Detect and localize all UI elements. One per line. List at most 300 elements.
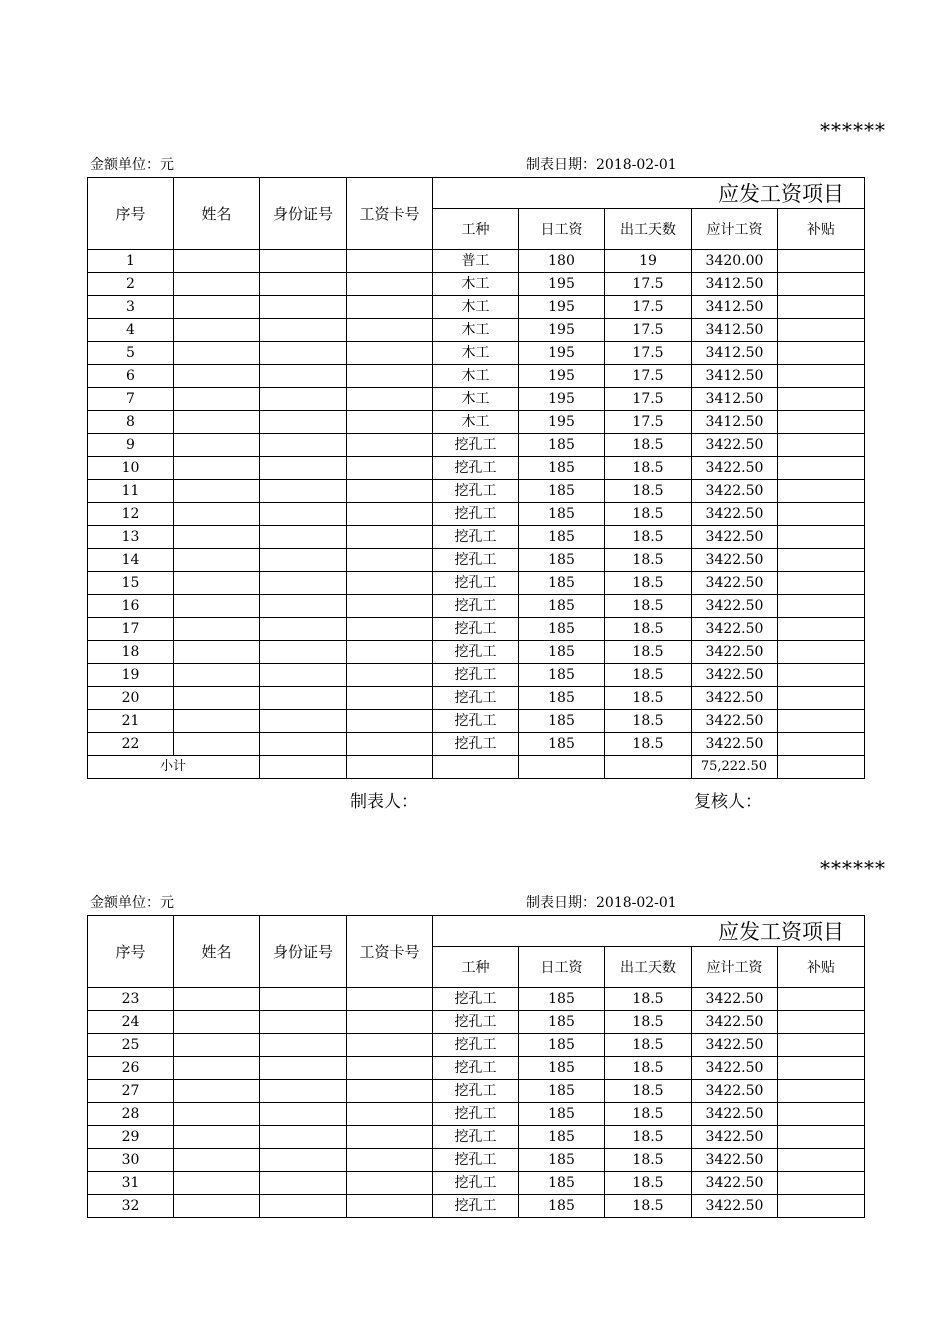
payable-cell: 3422.50 bbox=[692, 664, 778, 687]
table-row bbox=[88, 296, 865, 319]
payable-cell: 3422.50 bbox=[692, 526, 778, 549]
job-cell: 木工 bbox=[433, 319, 519, 342]
amount-unit-label-2: 金额单位：元 bbox=[90, 895, 174, 911]
table-row bbox=[88, 250, 865, 273]
name-cell bbox=[174, 296, 260, 319]
subsidy-cell bbox=[778, 480, 865, 503]
payable-cell: 3420.00 bbox=[692, 250, 778, 273]
subsidy-cell bbox=[778, 1011, 865, 1034]
subtotal-empty-cell bbox=[433, 756, 519, 779]
subtotal-empty-cell bbox=[778, 756, 865, 779]
days-cell: 18.5 bbox=[605, 1126, 692, 1149]
job-cell: 挖孔工 bbox=[433, 988, 519, 1011]
name-cell bbox=[174, 549, 260, 572]
bank-card-cell bbox=[347, 1057, 433, 1080]
seq-cell: 3 bbox=[88, 296, 174, 319]
name-cell bbox=[174, 1034, 260, 1057]
subsidy-cell bbox=[778, 1080, 865, 1103]
name-cell bbox=[174, 503, 260, 526]
daily-wage-cell: 185 bbox=[519, 503, 605, 526]
id-card-cell bbox=[260, 526, 347, 549]
bank-card-cell bbox=[347, 250, 433, 273]
payable-cell: 3422.50 bbox=[692, 733, 778, 756]
reviewer-label: 复核人： bbox=[694, 792, 762, 812]
days-cell: 18.5 bbox=[605, 480, 692, 503]
days-cell: 18.5 bbox=[605, 526, 692, 549]
bank-card-cell bbox=[347, 618, 433, 641]
stars-mark-2: ****** bbox=[820, 856, 886, 880]
id-card-cell bbox=[260, 1126, 347, 1149]
payable-cell: 3412.50 bbox=[692, 319, 778, 342]
seq-cell: 28 bbox=[88, 1103, 174, 1126]
subsidy-cell bbox=[778, 365, 865, 388]
id-card-cell bbox=[260, 273, 347, 296]
bank-card-cell bbox=[347, 1126, 433, 1149]
id-card-cell bbox=[260, 1149, 347, 1172]
header-id-card: 身份证号 bbox=[260, 916, 347, 988]
payable-cell: 3422.50 bbox=[692, 988, 778, 1011]
id-card-cell bbox=[260, 296, 347, 319]
daily-wage-cell: 185 bbox=[519, 1011, 605, 1034]
id-card-cell bbox=[260, 503, 347, 526]
bank-card-cell bbox=[347, 1149, 433, 1172]
daily-wage-cell: 185 bbox=[519, 1034, 605, 1057]
table-row bbox=[88, 434, 865, 457]
days-cell: 17.5 bbox=[605, 342, 692, 365]
daily-wage-cell: 185 bbox=[519, 1103, 605, 1126]
header-daily-wage: 日工资 bbox=[519, 947, 605, 988]
id-card-cell bbox=[260, 733, 347, 756]
id-card-cell bbox=[260, 1103, 347, 1126]
subsidy-cell bbox=[778, 1057, 865, 1080]
days-cell: 18.5 bbox=[605, 710, 692, 733]
table-row bbox=[88, 572, 865, 595]
payable-cell: 3422.50 bbox=[692, 1172, 778, 1195]
payable-cell: 3412.50 bbox=[692, 296, 778, 319]
subsidy-cell bbox=[778, 503, 865, 526]
id-card-cell bbox=[260, 595, 347, 618]
job-cell: 挖孔工 bbox=[433, 572, 519, 595]
header-name: 姓名 bbox=[174, 916, 260, 988]
id-card-cell bbox=[260, 1172, 347, 1195]
header-days: 出工天数 bbox=[605, 947, 692, 988]
table-row bbox=[88, 526, 865, 549]
bank-card-cell bbox=[347, 641, 433, 664]
id-card-cell bbox=[260, 618, 347, 641]
bank-card-cell bbox=[347, 572, 433, 595]
job-cell: 木工 bbox=[433, 296, 519, 319]
name-cell bbox=[174, 1080, 260, 1103]
job-cell: 挖孔工 bbox=[433, 664, 519, 687]
header-days: 出工天数 bbox=[605, 209, 692, 250]
days-cell: 18.5 bbox=[605, 572, 692, 595]
seq-cell: 5 bbox=[88, 342, 174, 365]
name-cell bbox=[174, 273, 260, 296]
daily-wage-cell: 195 bbox=[519, 319, 605, 342]
daily-wage-cell: 185 bbox=[519, 641, 605, 664]
seq-cell: 7 bbox=[88, 388, 174, 411]
bank-card-cell bbox=[347, 411, 433, 434]
id-card-cell bbox=[260, 641, 347, 664]
subsidy-cell bbox=[778, 595, 865, 618]
header-id-card: 身份证号 bbox=[260, 178, 347, 250]
seq-cell: 4 bbox=[88, 319, 174, 342]
table-row bbox=[88, 411, 865, 434]
job-cell: 挖孔工 bbox=[433, 687, 519, 710]
table-row bbox=[88, 503, 865, 526]
payable-cell: 3412.50 bbox=[692, 273, 778, 296]
bank-card-cell bbox=[347, 388, 433, 411]
seq-cell: 19 bbox=[88, 664, 174, 687]
days-cell: 17.5 bbox=[605, 319, 692, 342]
days-cell: 18.5 bbox=[605, 1080, 692, 1103]
table-row bbox=[88, 641, 865, 664]
payable-cell: 3422.50 bbox=[692, 687, 778, 710]
subsidy-cell bbox=[778, 1103, 865, 1126]
job-cell: 挖孔工 bbox=[433, 434, 519, 457]
report-date-label-2: 制表日期：2018-02-01 bbox=[526, 895, 677, 911]
name-cell bbox=[174, 434, 260, 457]
id-card-cell bbox=[260, 687, 347, 710]
name-cell bbox=[174, 641, 260, 664]
payable-cell: 3422.50 bbox=[692, 618, 778, 641]
daily-wage-cell: 185 bbox=[519, 480, 605, 503]
seq-cell: 16 bbox=[88, 595, 174, 618]
bank-card-cell bbox=[347, 365, 433, 388]
seq-cell: 6 bbox=[88, 365, 174, 388]
table-row bbox=[88, 1080, 865, 1103]
subsidy-cell bbox=[778, 549, 865, 572]
seq-cell: 1 bbox=[88, 250, 174, 273]
payable-cell: 3412.50 bbox=[692, 411, 778, 434]
id-card-cell bbox=[260, 1080, 347, 1103]
id-card-cell bbox=[260, 710, 347, 733]
seq-cell: 23 bbox=[88, 988, 174, 1011]
name-cell bbox=[174, 595, 260, 618]
name-cell bbox=[174, 1195, 260, 1218]
subsidy-cell bbox=[778, 273, 865, 296]
job-cell: 挖孔工 bbox=[433, 457, 519, 480]
payable-cell: 3422.50 bbox=[692, 1057, 778, 1080]
subsidy-cell bbox=[778, 1172, 865, 1195]
job-cell: 普工 bbox=[433, 250, 519, 273]
job-cell: 木工 bbox=[433, 388, 519, 411]
days-cell: 18.5 bbox=[605, 595, 692, 618]
bank-card-cell bbox=[347, 296, 433, 319]
job-cell: 挖孔工 bbox=[433, 1034, 519, 1057]
name-cell bbox=[174, 618, 260, 641]
subsidy-cell bbox=[778, 1034, 865, 1057]
days-cell: 18.5 bbox=[605, 434, 692, 457]
name-cell bbox=[174, 388, 260, 411]
daily-wage-cell: 195 bbox=[519, 273, 605, 296]
subsidy-cell bbox=[778, 342, 865, 365]
job-cell: 挖孔工 bbox=[433, 641, 519, 664]
days-cell: 18.5 bbox=[605, 457, 692, 480]
payable-cell: 3422.50 bbox=[692, 572, 778, 595]
daily-wage-cell: 195 bbox=[519, 411, 605, 434]
header-bank-card: 工资卡号 bbox=[347, 916, 433, 988]
days-cell: 17.5 bbox=[605, 388, 692, 411]
table-row bbox=[88, 1172, 865, 1195]
table-row bbox=[88, 618, 865, 641]
bank-card-cell bbox=[347, 1080, 433, 1103]
payable-cell: 3422.50 bbox=[692, 549, 778, 572]
daily-wage-cell: 185 bbox=[519, 1195, 605, 1218]
seq-cell: 2 bbox=[88, 273, 174, 296]
name-cell bbox=[174, 526, 260, 549]
seq-cell: 11 bbox=[88, 480, 174, 503]
name-cell bbox=[174, 1172, 260, 1195]
seq-cell: 14 bbox=[88, 549, 174, 572]
name-cell bbox=[174, 687, 260, 710]
name-cell bbox=[174, 365, 260, 388]
bank-card-cell bbox=[347, 526, 433, 549]
job-cell: 木工 bbox=[433, 342, 519, 365]
name-cell bbox=[174, 457, 260, 480]
job-cell: 挖孔工 bbox=[433, 733, 519, 756]
bank-card-cell bbox=[347, 503, 433, 526]
name-cell bbox=[174, 664, 260, 687]
subtotal-empty-cell bbox=[347, 756, 433, 779]
bank-card-cell bbox=[347, 733, 433, 756]
daily-wage-cell: 195 bbox=[519, 296, 605, 319]
job-cell: 木工 bbox=[433, 411, 519, 434]
bank-card-cell bbox=[347, 1195, 433, 1218]
seq-cell: 31 bbox=[88, 1172, 174, 1195]
table-row bbox=[88, 1103, 865, 1126]
seq-cell: 17 bbox=[88, 618, 174, 641]
seq-cell: 27 bbox=[88, 1080, 174, 1103]
stars-mark-1: ****** bbox=[820, 118, 886, 142]
header-seq: 序号 bbox=[88, 916, 174, 988]
payroll-table-2 bbox=[87, 915, 865, 1218]
subsidy-cell bbox=[778, 572, 865, 595]
job-cell: 挖孔工 bbox=[433, 710, 519, 733]
days-cell: 18.5 bbox=[605, 1057, 692, 1080]
amount-unit-label-1: 金额单位：元 bbox=[90, 157, 174, 173]
payable-cell: 3412.50 bbox=[692, 342, 778, 365]
name-cell bbox=[174, 342, 260, 365]
name-cell bbox=[174, 1149, 260, 1172]
bank-card-cell bbox=[347, 1034, 433, 1057]
seq-cell: 32 bbox=[88, 1195, 174, 1218]
id-card-cell bbox=[260, 250, 347, 273]
daily-wage-cell: 195 bbox=[519, 365, 605, 388]
table-row bbox=[88, 457, 865, 480]
table-row bbox=[88, 687, 865, 710]
bank-card-cell bbox=[347, 273, 433, 296]
table-row bbox=[88, 664, 865, 687]
days-cell: 18.5 bbox=[605, 1149, 692, 1172]
bank-card-cell bbox=[347, 1011, 433, 1034]
days-cell: 18.5 bbox=[605, 1034, 692, 1057]
job-cell: 挖孔工 bbox=[433, 1126, 519, 1149]
job-cell: 挖孔工 bbox=[433, 526, 519, 549]
report-date-label-1: 制表日期：2018-02-01 bbox=[526, 157, 677, 173]
subsidy-cell bbox=[778, 1126, 865, 1149]
seq-cell: 9 bbox=[88, 434, 174, 457]
header-name: 姓名 bbox=[174, 178, 260, 250]
header-job: 工种 bbox=[433, 947, 519, 988]
days-cell: 18.5 bbox=[605, 687, 692, 710]
seq-cell: 29 bbox=[88, 1126, 174, 1149]
id-card-cell bbox=[260, 549, 347, 572]
seq-cell: 24 bbox=[88, 1011, 174, 1034]
daily-wage-cell: 185 bbox=[519, 457, 605, 480]
name-cell bbox=[174, 572, 260, 595]
daily-wage-cell: 185 bbox=[519, 1080, 605, 1103]
id-card-cell bbox=[260, 1195, 347, 1218]
subtotal-empty-cell bbox=[605, 756, 692, 779]
bank-card-cell bbox=[347, 664, 433, 687]
name-cell bbox=[174, 988, 260, 1011]
name-cell bbox=[174, 1057, 260, 1080]
daily-wage-cell: 185 bbox=[519, 526, 605, 549]
table-row bbox=[88, 365, 865, 388]
bank-card-cell bbox=[347, 988, 433, 1011]
payable-cell: 3422.50 bbox=[692, 480, 778, 503]
job-cell: 挖孔工 bbox=[433, 480, 519, 503]
subsidy-cell bbox=[778, 687, 865, 710]
daily-wage-cell: 185 bbox=[519, 988, 605, 1011]
daily-wage-cell: 185 bbox=[519, 710, 605, 733]
id-card-cell bbox=[260, 1034, 347, 1057]
name-cell bbox=[174, 411, 260, 434]
days-cell: 19 bbox=[605, 250, 692, 273]
table-row bbox=[88, 273, 865, 296]
header-subsidy: 补贴 bbox=[778, 209, 865, 250]
id-card-cell bbox=[260, 480, 347, 503]
id-card-cell bbox=[260, 457, 347, 480]
table-body-2 bbox=[88, 988, 865, 1218]
daily-wage-cell: 185 bbox=[519, 549, 605, 572]
job-cell: 挖孔工 bbox=[433, 1080, 519, 1103]
group-title: 应发工资项目 bbox=[433, 178, 865, 209]
bank-card-cell bbox=[347, 595, 433, 618]
name-cell bbox=[174, 319, 260, 342]
seq-cell: 13 bbox=[88, 526, 174, 549]
header-subsidy: 补贴 bbox=[778, 947, 865, 988]
subsidy-cell bbox=[778, 411, 865, 434]
table-row bbox=[88, 1126, 865, 1149]
subsidy-cell bbox=[778, 733, 865, 756]
job-cell: 挖孔工 bbox=[433, 1057, 519, 1080]
job-cell: 木工 bbox=[433, 365, 519, 388]
table-row bbox=[88, 342, 865, 365]
days-cell: 17.5 bbox=[605, 411, 692, 434]
header-payable: 应计工资 bbox=[692, 209, 778, 250]
table-maker-label: 制表人： bbox=[350, 792, 418, 812]
table-row bbox=[88, 388, 865, 411]
daily-wage-cell: 185 bbox=[519, 1057, 605, 1080]
days-cell: 18.5 bbox=[605, 664, 692, 687]
id-card-cell bbox=[260, 411, 347, 434]
table-body-1 bbox=[88, 250, 865, 756]
days-cell: 18.5 bbox=[605, 1011, 692, 1034]
days-cell: 18.5 bbox=[605, 1195, 692, 1218]
job-cell: 木工 bbox=[433, 273, 519, 296]
days-cell: 18.5 bbox=[605, 988, 692, 1011]
subsidy-cell bbox=[778, 1149, 865, 1172]
header-seq: 序号 bbox=[88, 178, 174, 250]
job-cell: 挖孔工 bbox=[433, 1195, 519, 1218]
job-cell: 挖孔工 bbox=[433, 549, 519, 572]
payable-cell: 3422.50 bbox=[692, 457, 778, 480]
payable-cell: 3412.50 bbox=[692, 388, 778, 411]
subsidy-cell bbox=[778, 296, 865, 319]
job-cell: 挖孔工 bbox=[433, 1172, 519, 1195]
days-cell: 17.5 bbox=[605, 296, 692, 319]
subsidy-cell bbox=[778, 526, 865, 549]
subtotal-empty-cell bbox=[519, 756, 605, 779]
subtotal-row bbox=[88, 756, 865, 779]
job-cell: 挖孔工 bbox=[433, 1103, 519, 1126]
seq-cell: 20 bbox=[88, 687, 174, 710]
days-cell: 18.5 bbox=[605, 641, 692, 664]
table-row bbox=[88, 1057, 865, 1080]
bank-card-cell bbox=[347, 710, 433, 733]
job-cell: 挖孔工 bbox=[433, 595, 519, 618]
days-cell: 17.5 bbox=[605, 365, 692, 388]
id-card-cell bbox=[260, 572, 347, 595]
table-row bbox=[88, 595, 865, 618]
daily-wage-cell: 185 bbox=[519, 1149, 605, 1172]
daily-wage-cell: 195 bbox=[519, 388, 605, 411]
id-card-cell bbox=[260, 319, 347, 342]
days-cell: 18.5 bbox=[605, 549, 692, 572]
payroll-table-1 bbox=[87, 177, 865, 779]
payable-cell: 3422.50 bbox=[692, 1103, 778, 1126]
days-cell: 18.5 bbox=[605, 503, 692, 526]
job-cell: 挖孔工 bbox=[433, 503, 519, 526]
payable-cell: 3422.50 bbox=[692, 434, 778, 457]
id-card-cell bbox=[260, 1011, 347, 1034]
table-row bbox=[88, 733, 865, 756]
name-cell bbox=[174, 1103, 260, 1126]
bank-card-cell bbox=[347, 342, 433, 365]
subsidy-cell bbox=[778, 641, 865, 664]
name-cell bbox=[174, 1011, 260, 1034]
bank-card-cell bbox=[347, 549, 433, 572]
daily-wage-cell: 185 bbox=[519, 687, 605, 710]
bank-card-cell bbox=[347, 1103, 433, 1126]
seq-cell: 15 bbox=[88, 572, 174, 595]
days-cell: 18.5 bbox=[605, 1172, 692, 1195]
bank-card-cell bbox=[347, 457, 433, 480]
seq-cell: 30 bbox=[88, 1149, 174, 1172]
payable-cell: 3422.50 bbox=[692, 1080, 778, 1103]
payable-cell: 3422.50 bbox=[692, 641, 778, 664]
daily-wage-cell: 185 bbox=[519, 572, 605, 595]
subsidy-cell bbox=[778, 988, 865, 1011]
table-row bbox=[88, 1034, 865, 1057]
group-title: 应发工资项目 bbox=[433, 916, 865, 947]
id-card-cell bbox=[260, 988, 347, 1011]
table-row bbox=[88, 710, 865, 733]
header-job: 工种 bbox=[433, 209, 519, 250]
daily-wage-cell: 185 bbox=[519, 434, 605, 457]
subtotal-value: 75,222.50 bbox=[692, 756, 778, 779]
job-cell: 挖孔工 bbox=[433, 618, 519, 641]
name-cell bbox=[174, 710, 260, 733]
seq-cell: 22 bbox=[88, 733, 174, 756]
subtotal-empty-cell bbox=[260, 756, 347, 779]
daily-wage-cell: 195 bbox=[519, 342, 605, 365]
payable-cell: 3422.50 bbox=[692, 1149, 778, 1172]
payable-cell: 3422.50 bbox=[692, 595, 778, 618]
seq-cell: 25 bbox=[88, 1034, 174, 1057]
